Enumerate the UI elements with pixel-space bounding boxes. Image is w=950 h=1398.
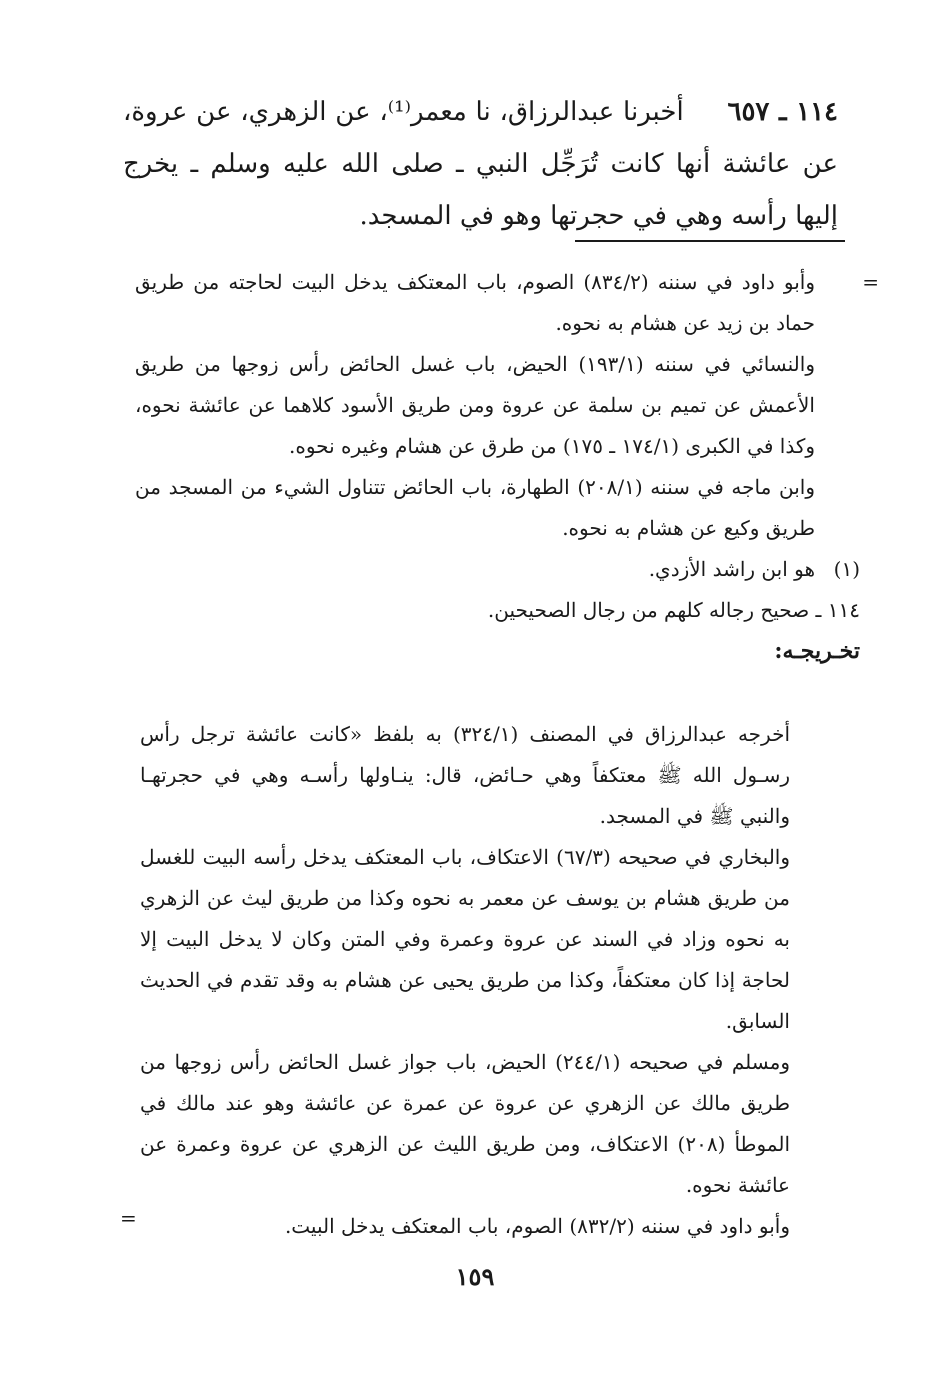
footnote-continuation xyxy=(135,262,879,344)
takhrij-paragraph: وأبو داود في سننه (٨٣٢/٢) الصوم، باب المعتكف يدخل البيت. xyxy=(284,1214,790,1238)
hadith-number: ١١٤ ـ ٦٥٧ xyxy=(727,97,839,127)
takhrij-paragraph: أخرجه عبدالرزاق في المصنف (٣٢٤/١) به بلفظ «كانت عائشة ترجل رأس رسـول الله ﷺ معتكفاً وهي حـائض، قال: ينـاولها رأسـه وهي في حجرتهـا والنبي ﷺ في المسجد. xyxy=(140,722,790,828)
takhrij-paragraph: ومسلم في صحيحه (٢٤٤/١) الحيض، باب جواز غسل الحائض رأس زوجها من طريق مالك عن الزهري عن عروة عن عمرة عن عائشة وهو عند مالك في الموطأ (٢٠٨) الاعتكاف، ومن طريق الليث عن الزهري عن عروة وعمرة عن عائشة نحوه. xyxy=(140,1050,791,1197)
continuation-marker: = xyxy=(862,270,879,294)
hadith-body: أخبرنا عبدالرزاق، نا معمر⁽¹⁾، عن الزهري، عن عروة، عن عائشة أنها كانت تُرَجِّل النبي ـ صلى الله عليه وسلم ـ يخرج إليها رأسه وهي في حجرتها وهو في المسجد. xyxy=(123,97,838,231)
takhrij-section xyxy=(140,714,790,1247)
page-number: ١٥٩ xyxy=(455,1262,495,1291)
footnote-separator xyxy=(575,240,845,242)
bottom-continuation-marker: = xyxy=(120,1206,137,1230)
footnote-paragraph: والنسائي في سننه (١٩٣/١) الحيض، باب غسل الحائض رأس زوجها من طريق الأعمش عن تميم بن سلمة عن عروة ومن طريق الأسود كلاهما عن عائشة نحوه، وكذا في الكبرى (١٧٤/١ ـ ١٧٥) من طرق عن هشام وغيره نحوه. xyxy=(135,352,815,458)
footnote-paragraph: وابن ماجه في سننه (٢٠٨/١) الطهارة، باب الحائض تتناول الشيء من المسجد من طريق وكيع عن هشام به نحوه. xyxy=(135,475,815,540)
hadith-text xyxy=(123,86,838,242)
footnote-paragraph: وأبو داود في سننه (٨٣٤/٢) الصوم، باب المعتكف يدخل البيت لحاجته من طريق حماد بن زيد عن هشام به نحوه. xyxy=(135,270,816,335)
hadith-grade: ١١٤ ـ صحيح رجاله كلهم من رجال الصحيحين. xyxy=(487,598,860,622)
takhrij-paragraph: والبخاري في صحيحه (٦٧/٣) الاعتكاف، باب المعتكف يدخل رأسه البيت للغسل من طريق هشام بن يوسف عن معمر به نحوه وكذا من طريق ليث عن الزهري به نحوه وزاد في السند عن عروة وعمرة وفي المتن وكان لا يدخل البيت إلا لحاجة إذا كان معتكفاً، وكذا من طريق يحيى عن هشام به وقد تقدم في الحديث السابق. xyxy=(140,845,790,1033)
takhrij-heading: تخـريجـه: xyxy=(774,638,860,664)
footnote-1-number: (١) xyxy=(833,557,860,581)
footnotes-section xyxy=(135,262,879,672)
footnote-1 xyxy=(135,549,860,590)
footnote-1-text: هو ابن راشد الأزدي. xyxy=(648,557,815,581)
